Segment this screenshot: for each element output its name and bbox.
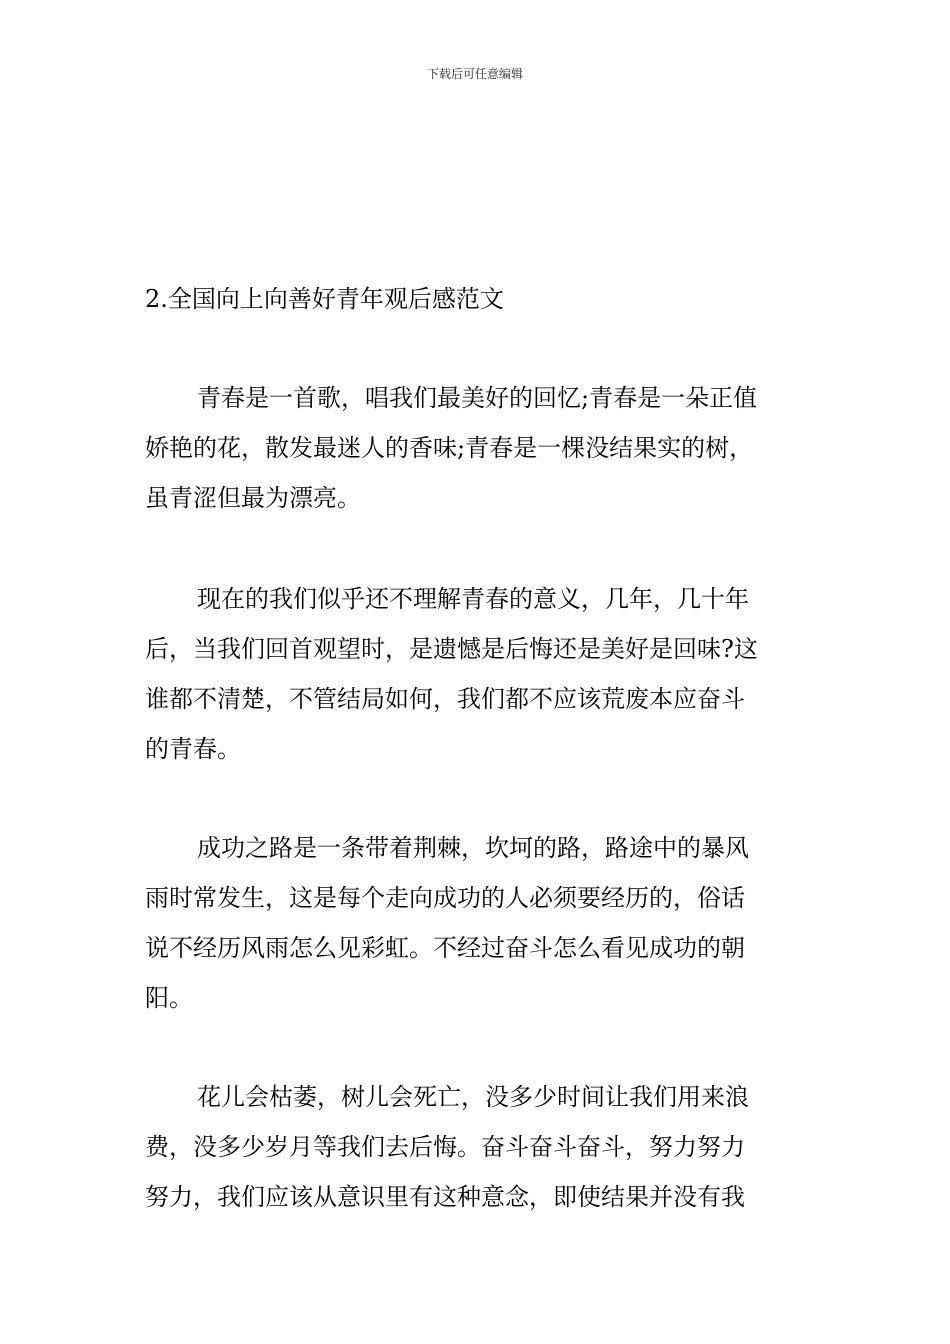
paragraph-line: 虽青涩但最为漂亮。 <box>145 484 361 512</box>
paragraph-line: 雨时常发生，这是每个走向成功的人必须要经历的，俗话 <box>145 884 745 912</box>
paragraph-line: 后，当我们回首观望时，是遗憾是后悔还是美好是回味?这 <box>145 635 758 663</box>
paragraph-line: 青春是一首歌，唱我们最美好的回忆;青春是一朵正值 <box>197 384 758 412</box>
paragraph-line: 花儿会枯萎，树儿会死亡，没多少时间让我们用来浪 <box>197 1083 749 1111</box>
document-title: 2.全国向上向善好青年观后感范文 <box>145 285 504 313</box>
paragraph-4 <box>145 1072 805 1222</box>
paragraph-line: 的青春。 <box>145 735 241 763</box>
paragraph-line: 娇艳的花，散发最迷人的香味;青春是一棵没结果实的树， <box>145 434 754 462</box>
paragraph-line: 成功之路是一条带着荆棘，坎坷的路，路途中的暴风 <box>197 834 749 862</box>
paragraph-line: 说不经历风雨怎么见彩虹。不经过奋斗怎么看见成功的朝 <box>145 934 745 962</box>
paragraph-1 <box>145 373 805 523</box>
paragraph-3 <box>145 823 805 1023</box>
paragraph-line: 现在的我们似乎还不理解青春的意义，几年，几十年 <box>197 585 749 613</box>
paragraph-line: 费，没多少岁月等我们去后悔。奋斗奋斗奋斗，努力努力 <box>145 1133 745 1161</box>
paragraph-line: 阳。 <box>145 984 193 1012</box>
paragraph-line: 努力，我们应该从意识里有这种意念，即使结果并没有我 <box>145 1183 745 1211</box>
paragraph-2 <box>145 574 805 774</box>
paragraph-line: 谁都不清楚，不管结局如何，我们都不应该荒废本应奋斗 <box>145 685 745 713</box>
header-note: 下载后可任意编辑 <box>426 67 523 81</box>
